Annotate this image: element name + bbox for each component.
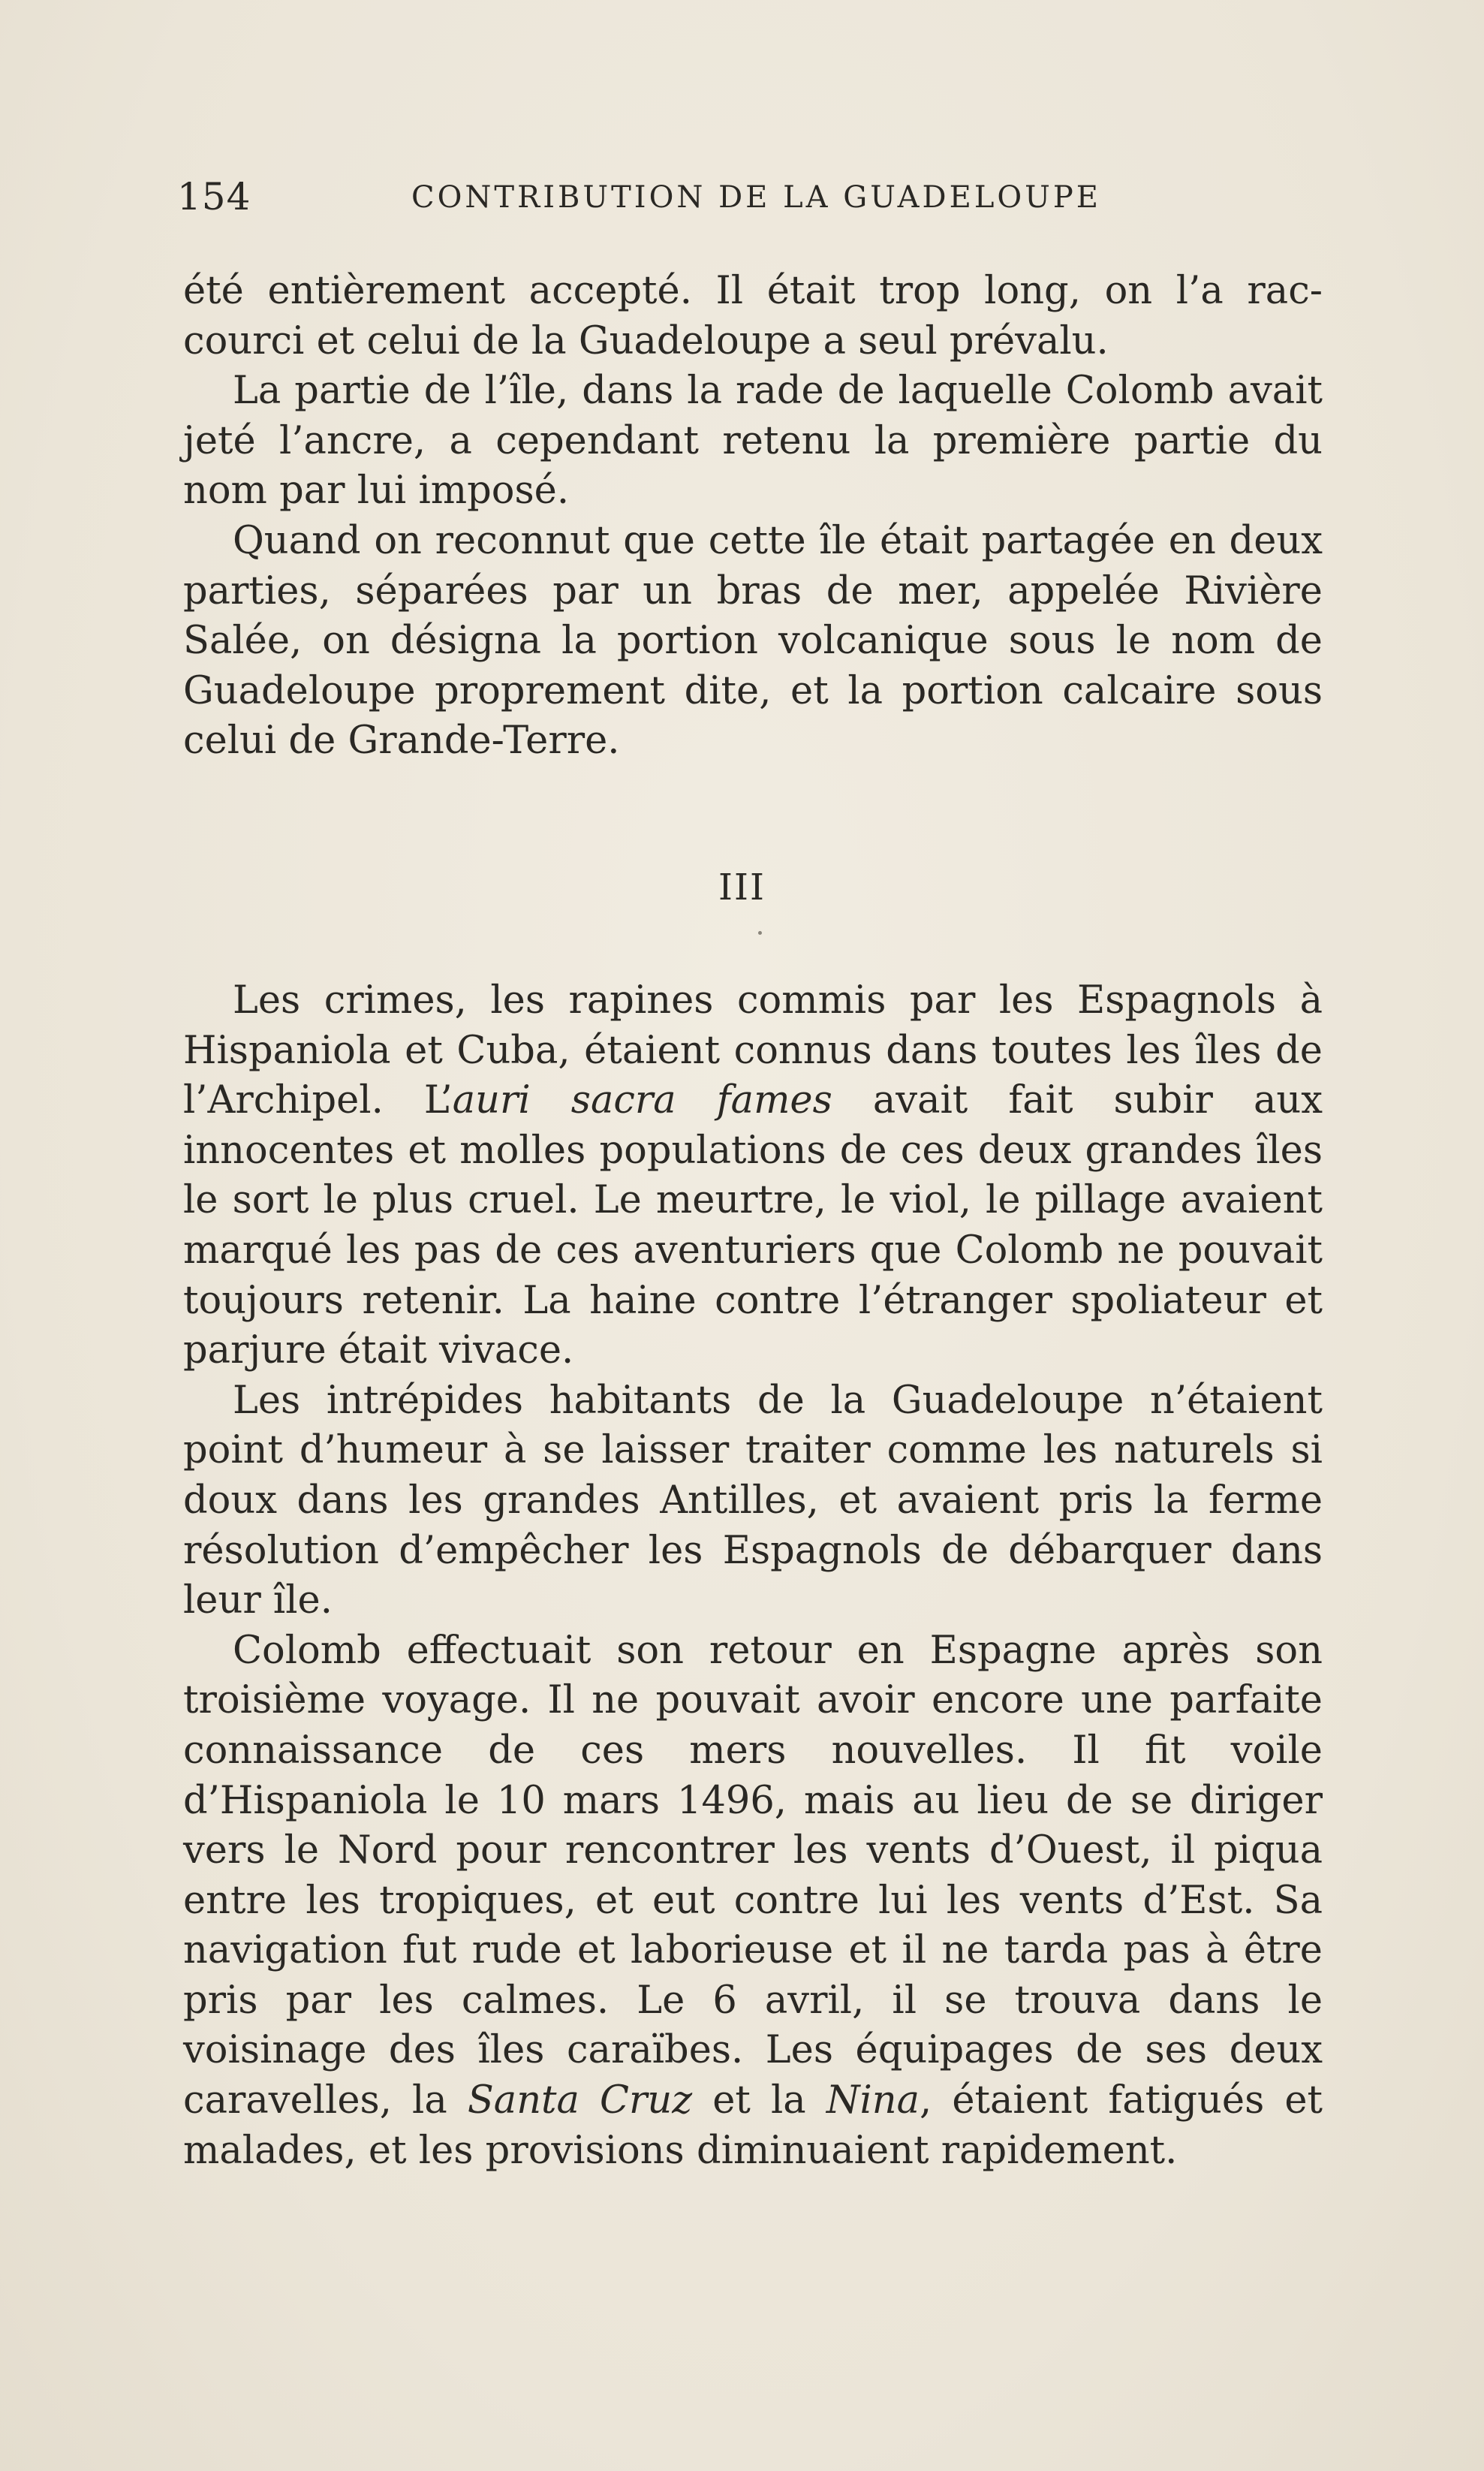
section-2-text (183, 976, 1323, 2176)
section-ornament-dot (758, 931, 762, 935)
paragraph-text: Colomb effectuait son retour en Espagne après son troisième voyage. Il ne pouvait avoir encore une parfaite connaissance de ces mers nouvelles. Il fit voile d’Hispaniola le 10 mars 1496, mais au lieu de se diriger vers le Nord pour rencontrer les vents d’Ouest, il piqua entre les tropiques, et eut contre lui les vents d’Est. Sa navigation fut rude et laborieuse et il ne tarda pas à être pris par les calmes. Le 6 avril, il se trouva dans le voisinage des îles caraïbes. Les équipages de ses deux caravelles, la (183, 1628, 1323, 2123)
paragraph-text: avait fait subir aux innocentes et molles populations de ces deux grandes îles le sort le plus cruel. Le meurtre, le viol, le pillage avaient marqué les pas de ces aventuriers que Colomb ne pouvait toujours retenir. La haine contre l’étranger spoliateur et parjure était vivace. (183, 1078, 1323, 1373)
ship-name: Santa Cruz (467, 2078, 693, 2123)
latin-phrase: auri sacra fames (452, 1078, 832, 1123)
page-header (177, 174, 1326, 219)
paragraph (183, 1626, 1323, 2177)
page-number: 154 (177, 175, 251, 218)
paragraph: Quand on reconnut que cette île était partagée en deux parties, séparées par un bras de mer, appelée Rivière Salée, on désigna la portion volcanique sous le nom de Guadeloupe proprement dite, et la portion calcaire sous celui de Grande-Terre. (183, 518, 1323, 764)
running-title: CONTRIBUTION DE LA GUADELOUPE (411, 180, 1102, 215)
section-1-text (183, 267, 1323, 767)
paragraph: Les intrépides habitants de la Guadeloupe n’étaient point d’humeur à se laisser traiter comme les naturels si doux dans les grandes Antilles, et avaient pris la ferme résolution d’empêcher les Espagnols de débarquer dans leur île. (183, 1378, 1323, 1623)
paragraph-text: Les crimes, les rapines commis par les Espagnols à Hispaniola et Cuba, étaient connus dans toutes les îles de l’Archipel. L’ (183, 978, 1323, 1123)
paragraph-text: et la (692, 2078, 826, 2123)
paragraph: La partie de l’île, dans la rade de laquelle Colomb avait jeté l’ancre, a cependant retenu la première partie du nom par lui imposé. (183, 369, 1323, 514)
paragraph (183, 976, 1323, 1376)
paragraph-text: , étaient fatigués et malades, et les provisions diminuaient rapidement. (183, 2078, 1323, 2173)
paragraph: été entièrement accepté. Il était trop long, on l’a raccourci et celui de la Guadeloupe a seul prévalu. (183, 269, 1323, 363)
ship-name: Nina (826, 2078, 920, 2123)
section-heading: III (718, 866, 766, 909)
